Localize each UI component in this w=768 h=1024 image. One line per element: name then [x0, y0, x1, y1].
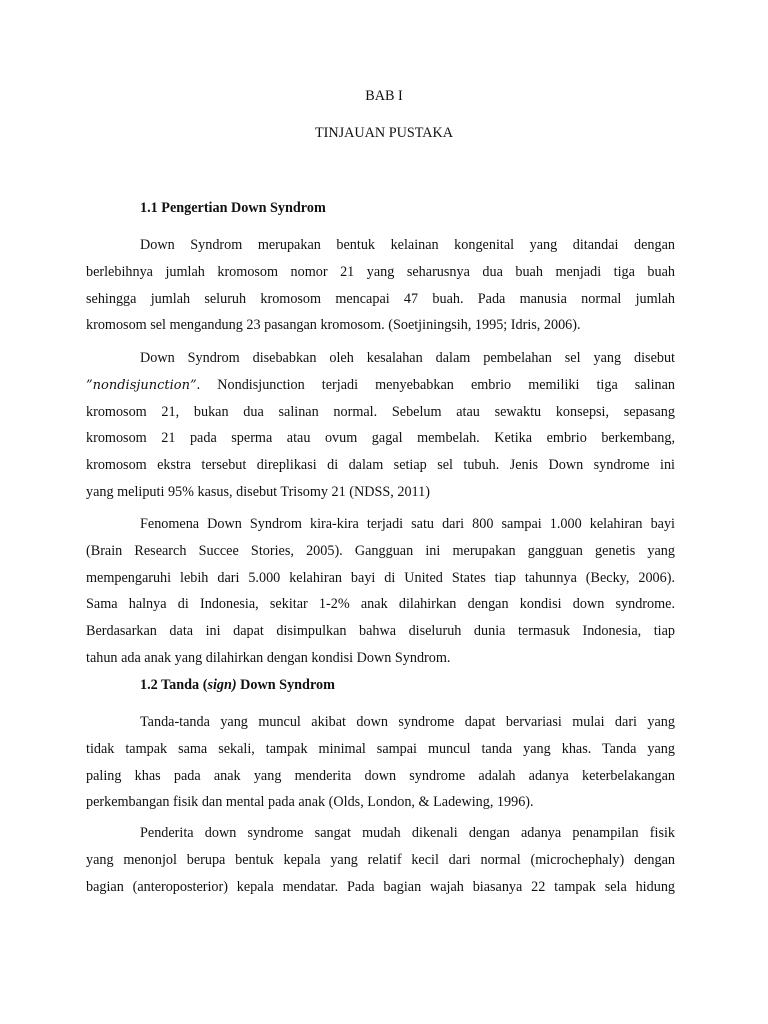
heading-part: Down Syndrom [236, 677, 335, 693]
paragraph-physical [86, 820, 675, 900]
paragraph-line: Sama halnya di Indonesia, sekitar 1-2% anak dilahirkan dengan kondisi down syndrome. [86, 596, 675, 613]
paragraph-line-rest: . Nondisjunction terjadi menyebabkan embrio memiliki tiga salinan [196, 376, 675, 393]
nondisjunction-term: ”nondisjunction” [86, 377, 197, 393]
paragraph-line: kromosom ekstra tersebut direplikasi di dalam setiap sel tubuh. Jenis Down syndrome ini [86, 457, 675, 474]
section-heading-1-2 [140, 677, 335, 694]
paragraph-line: yang meliputi 95% kasus, disebut Trisomy 21 (NDSS, 2011) [86, 483, 430, 500]
paragraph-definition [86, 232, 675, 339]
paragraph-line: mempengaruhi lebih dari 5.000 kelahiran bayi di United States tiap tahunnya (Becky, 2006). [86, 569, 675, 586]
paragraph-line: bagian (anteroposterior) kepala mendatar. Pada bagian wajah biasanya 22 tampak sela hidung [86, 878, 675, 895]
paragraph-line: kromosom 21 pada sperma atau ovum gagal membelah. Ketika embrio berkembang, [86, 430, 675, 447]
paragraph-line: kromosom sel mengandung 23 pasangan kromosom. (Soetjiningsih, 1995; Idris, 2006). [86, 317, 581, 334]
section-heading-1-1: 1.1 Pengertian Down Syndrom [140, 200, 326, 216]
paragraph-line: yang menonjol berupa bentuk kepala yang relatif kecil dari normal (microchephaly) dengan [86, 851, 675, 868]
paragraph-line: kromosom 21, bukan dua salinan normal. Sebelum atau sewaktu konsepsi, sepasang [86, 403, 675, 420]
paragraph-line: perkembangan fisik dan mental pada anak (Olds, London, & Ladewing, 1996). [86, 794, 534, 811]
paragraph-line: Down Syndrom merupakan bentuk kelainan kongenital yang ditandai dengan [140, 237, 675, 253]
paragraph-line: Tanda-tanda yang muncul akibat down syndrome dapat bervariasi mulai dari yang [140, 714, 675, 730]
paragraph-phenomenon [86, 511, 675, 672]
paragraph-line: paling khas pada anak yang menderita down syndrome adalah adanya keterbelakangan [86, 767, 675, 784]
paragraph-line: tahun ada anak yang dilahirkan dengan kondisi Down Syndrom. [86, 649, 451, 666]
heading-italic-part: sign) [207, 677, 237, 693]
paragraph-line: Penderita down syndrome sangat mudah dikenali dengan adanya penampilan fisik [140, 825, 675, 841]
paragraph-cause [86, 345, 675, 506]
paragraph-signs [86, 709, 675, 816]
paragraph-line: tidak tampak sama sekali, tampak minimal sampai muncul tanda yang khas. Tanda yang [86, 740, 675, 757]
paragraph-line: berlebihnya jumlah kromosom nomor 21 yang seharusnya dua buah menjadi tiga buah [86, 263, 675, 280]
paragraph-line: (Brain Research Succee Stories, 2005). Gangguan ini merupakan gangguan genetis yang [86, 542, 675, 559]
paragraph-line: Fenomena Down Syndrom kira-kira terjadi satu dari 800 sampai 1.000 kelahiran bayi [140, 516, 675, 532]
chapter-number: BAB I [365, 88, 403, 104]
chapter-title: TINJAUAN PUSTAKA [315, 125, 453, 141]
heading-part: 1.2 Tanda ( [140, 677, 208, 693]
paragraph-line: Berdasarkan data ini dapat disimpulkan bahwa diseluruh dunia termasuk Indonesia, tiap [86, 623, 675, 640]
paragraph-line: Down Syndrom disebabkan oleh kesalahan dalam pembelahan sel yang disebut [140, 350, 675, 366]
paragraph-line [86, 372, 675, 399]
paragraph-line: sehingga jumlah seluruh kromosom mencapai 47 buah. Pada manusia normal jumlah [86, 290, 675, 307]
